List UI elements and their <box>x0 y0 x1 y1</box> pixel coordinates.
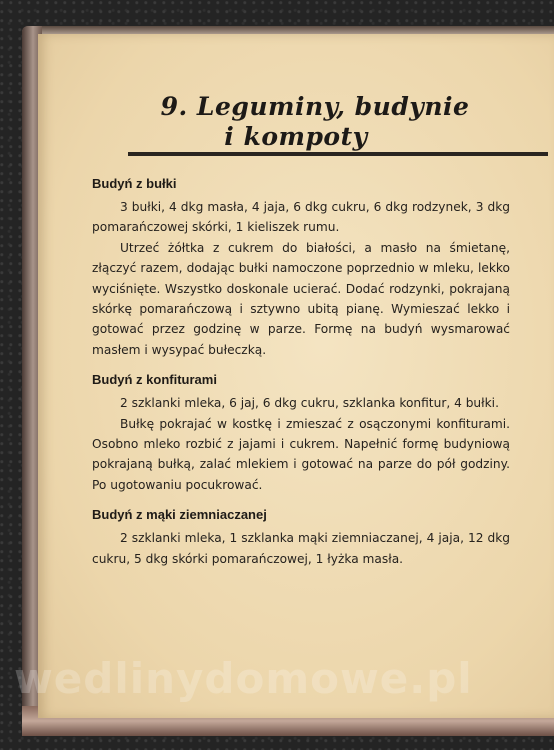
recipe-section-budyn-z-maki-ziemniaczanej <box>92 507 510 569</box>
recipe-instructions: Utrzeć żółtka z cukrem do białości, a masło na śmietanę, złączyć razem, dodając bułki namoczone poprzednio w mleku, lekko wyciśnięte. Wszystko doskonale ucierać. Dodać rodzynki, pokrajaną skórkę pomarańczową i sztywno ubitą pianę. Wymieszać lekko i gotować przez godzinę w parze. Formę na budyń wysmarować masłem i wysypać bułeczką. <box>92 240 510 357</box>
recipe-content <box>92 176 510 581</box>
chapter-title-line-2: i kompoty <box>224 122 368 151</box>
recipe-section-budyn-z-bulki <box>92 176 510 360</box>
recipe-ingredients: 3 bułki, 4 dkg masła, 4 jaja, 6 dkg cukru, 6 dkg rodzynek, 3 dkg pomarańczowej skórki, 1 kieliszek rumu. <box>92 200 510 235</box>
recipe-heading: Budyń z mąki ziemniaczanej <box>92 507 267 523</box>
recipe-section-budyn-z-konfiturami <box>92 372 510 495</box>
site-watermark: wedlinydomowe.pl <box>14 654 473 703</box>
recipe-heading: Budyń z konfiturami <box>92 372 217 388</box>
recipe-ingredients: 2 szklanki mleka, 1 szklanka mąki ziemniaczanej, 4 jaja, 12 dkg cukru, 5 dkg skórki pomarańczowej, 1 łyżka masła. <box>92 531 510 566</box>
recipe-instructions: Bułkę pokrajać w kostkę i zmieszać z osączonymi konfiturami. Osobno mleko rozbić z jajami i cukrem. Napełnić formę budyniową pokrajaną bułką, zalać mlekiem i gotować na parze do pół godziny. Po ugotowaniu pocukrować. <box>92 416 510 492</box>
title-divider <box>128 152 548 156</box>
chapter-title-line-1: 9. Leguminy, budynie <box>160 92 470 121</box>
recipe-ingredients: 2 szklanki mleka, 6 jaj, 6 dkg cukru, szklanka konfitur, 4 bułki. <box>120 396 499 411</box>
recipe-heading: Budyń z bułki <box>92 176 177 191</box>
